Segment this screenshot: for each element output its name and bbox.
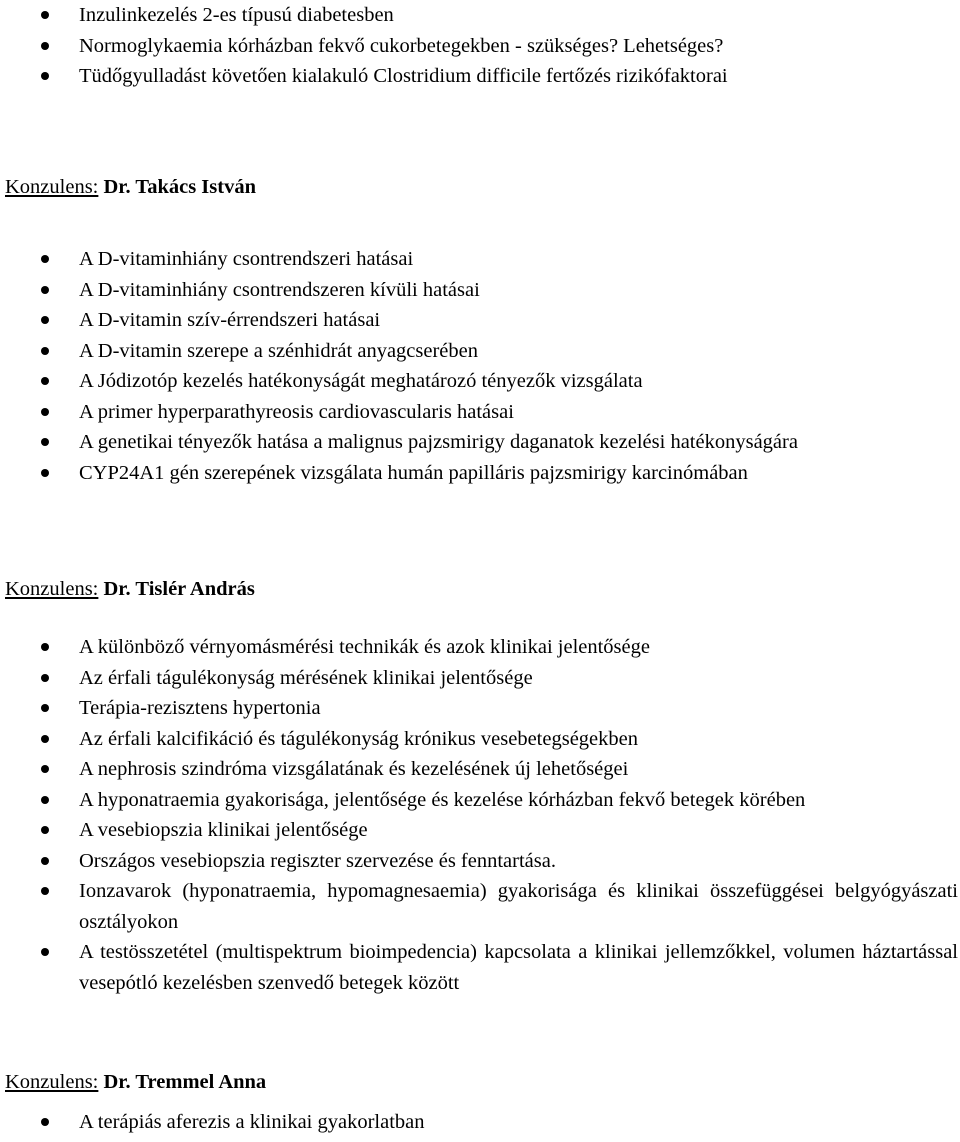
bullet-icon xyxy=(41,826,49,834)
list-item xyxy=(0,305,960,336)
list-item xyxy=(0,846,960,877)
list-item xyxy=(0,632,960,663)
topic-title: Az érfali tágulékonyság mérésének klinikai jelentősége xyxy=(79,666,533,689)
consultant-heading-tremmel xyxy=(5,1067,266,1098)
consultant-label: Konzulens: xyxy=(5,578,99,600)
bullet-icon xyxy=(41,674,49,682)
bullet-icon xyxy=(41,765,49,773)
list-item xyxy=(0,31,960,62)
list-item xyxy=(0,244,960,275)
topic-title: Országos vesebiopszia regiszter szervezése és fenntartása. xyxy=(79,849,556,872)
topic-title: A Jódizotóp kezelés hatékonyságát meghatározó tényezők vizsgálata xyxy=(79,370,643,392)
bullet-icon xyxy=(41,438,49,446)
bullet-icon xyxy=(41,255,49,263)
consultant-name: Dr. Takács István xyxy=(103,176,256,198)
list-item xyxy=(0,724,960,755)
topic-list-takacs xyxy=(0,244,960,488)
topic-title: A különböző vérnyomásmérési technikák és azok klinikai jelentősége xyxy=(79,636,650,658)
topic-title: A D-vitamin szív-érrendszeri hatásai xyxy=(79,309,381,331)
topic-title: CYP24A1 gén szerepének vizsgálata humán papilláris pajzsmirigy karcinómában xyxy=(79,461,748,484)
bullet-icon xyxy=(41,377,49,385)
bullet-icon xyxy=(41,735,49,743)
topic-title: A nephrosis szindróma vizsgálatának és kezelésének új lehetőségei xyxy=(79,758,629,780)
bullet-icon xyxy=(41,796,49,804)
list-item xyxy=(0,336,960,367)
list-item xyxy=(0,785,960,816)
bullet-icon xyxy=(41,347,49,355)
bullet-icon xyxy=(41,11,49,19)
bullet-icon xyxy=(41,408,49,416)
topic-title: A vesebiopszia klinikai jelentősége xyxy=(79,819,368,841)
topic-title: Inzulinkezelés 2-es típusú diabetesben xyxy=(79,4,394,26)
bullet-icon xyxy=(41,643,49,651)
topic-title: Normoglykaemia kórházban fekvő cukorbetegekben - szükséges? Lehetséges? xyxy=(79,34,724,57)
topic-list-tremmel xyxy=(0,1107,960,1138)
list-item xyxy=(0,397,960,428)
bullet-icon xyxy=(41,72,49,80)
topic-title: Az érfali kalcifikáció és tágulékonyság krónikus vesebetegségekben xyxy=(79,727,638,750)
bullet-icon xyxy=(41,316,49,324)
consultant-heading-takacs xyxy=(5,172,256,203)
list-item xyxy=(0,693,960,724)
consultant-label: Konzulens: xyxy=(5,1071,99,1093)
topic-title: Ionzavarok (hyponatraemia, hypomagnesaemia) gyakorisága és klinikai összefüggései belgyógyászati osztályokon xyxy=(79,880,958,933)
consultant-heading-tisler xyxy=(5,574,255,605)
topic-title: A hyponatraemia gyakorisága, jelentősége és kezelése kórházban fekvő betegek körében xyxy=(79,788,806,811)
consultant-name: Dr. Tislér András xyxy=(103,578,255,600)
bullet-icon xyxy=(41,704,49,712)
list-item xyxy=(0,815,960,846)
bullet-icon xyxy=(41,1118,49,1126)
topic-title: A terápiás aferezis a klinikai gyakorlatban xyxy=(79,1111,425,1133)
list-item xyxy=(0,61,960,92)
list-item xyxy=(0,876,960,937)
list-item xyxy=(0,275,960,306)
bullet-icon xyxy=(41,857,49,865)
bullet-icon xyxy=(41,469,49,477)
list-item xyxy=(0,937,960,998)
topic-title: A testösszetétel (multispektrum bioimpedencia) kapcsolata a klinikai jellemzőkkel, volumen háztartással vesepótló kezelésben szenvedő betegek között xyxy=(79,941,958,994)
topic-title: A D-vitaminhiány csontrendszeren kívüli hatásai xyxy=(79,278,480,301)
topic-title: Terápia-rezisztens hypertonia xyxy=(79,697,321,719)
bullet-icon xyxy=(41,286,49,294)
bullet-icon xyxy=(41,948,49,956)
topic-list-previous-consultant xyxy=(0,0,960,92)
list-item xyxy=(0,366,960,397)
topic-title: A genetikai tényezők hatása a malignus pajzsmirigy daganatok kezelési hatékonyságára xyxy=(79,431,798,453)
topic-title: Tüdőgyulladást követően kialakuló Clostridium difficile fertőzés rizikófaktorai xyxy=(79,65,728,87)
list-item xyxy=(0,427,960,458)
topic-title: A D-vitaminhiány csontrendszeri hatásai xyxy=(79,248,414,270)
topic-title: A primer hyperparathyreosis cardiovascularis hatásai xyxy=(79,400,514,423)
topic-title: A D-vitamin szerepe a szénhidrát anyagcserében xyxy=(79,339,478,362)
list-item xyxy=(0,0,960,31)
consultant-name: Dr. Tremmel Anna xyxy=(103,1071,267,1093)
list-item xyxy=(0,458,960,489)
list-item xyxy=(0,663,960,694)
bullet-icon xyxy=(41,887,49,895)
bullet-icon xyxy=(41,42,49,50)
list-item xyxy=(0,754,960,785)
consultant-label: Konzulens: xyxy=(5,176,99,198)
list-item xyxy=(0,1107,960,1138)
topic-list-tisler xyxy=(0,632,960,998)
